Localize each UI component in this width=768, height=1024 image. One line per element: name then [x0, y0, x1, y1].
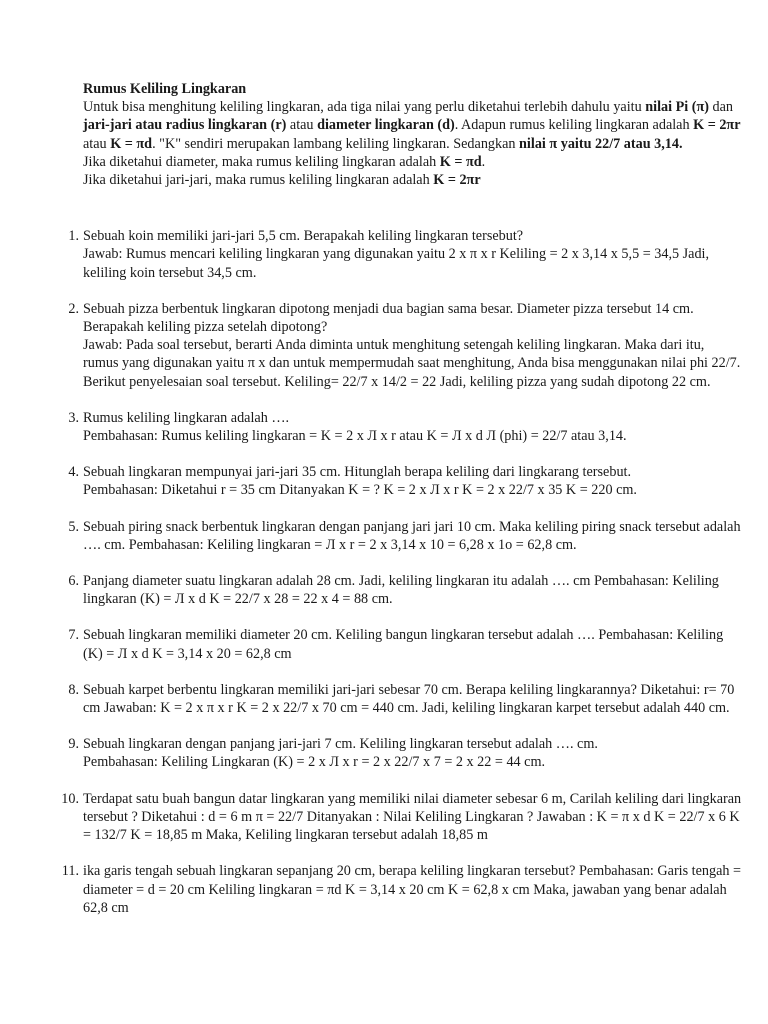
question-item	[68, 681, 743, 717]
intro-text: dan	[708, 99, 734, 116]
intro-bold-pi: nilai Pi (π)	[645, 99, 709, 116]
question-item	[61, 862, 743, 917]
question-text: Sebuah piring snack berbentuk lingkaran dengan panjang jari jari 10 cm. Maka keliling piring snack tersebut adalah …. cm. Pembahasan: Keliling lingkaran = Л x r = 2 x 3,14 x 10 = 6,28 x 1o = 62,8 cm.	[83, 518, 741, 553]
question-item	[68, 409, 743, 445]
question-text: Jawab: Rumus mencari keliling lingkaran yang digunakan yaitu 2 x π x r Keliling = 2 x 3,14 x 5,5 = 34,5 Jadi, keliling koin tersebut 34,5 cm.	[83, 246, 710, 281]
intro-bold-diameter: diameter lingkaran (d)	[317, 117, 455, 134]
question-text: Terdapat satu buah bangun datar lingkaran yang memiliki nilai diameter sebesar 6 m, Carilah keliling dari lingkaran tersebut ? Diketahui : d = 6 m π = 22/7 Ditanyakan : Nilai Keliling Lingkaran ? Jawaban : K = π x d K = 22/7 x 6 K = 132/7 K = 18,85 m Maka, Keliling lingkaran tersebut adalah 18,85 m	[83, 790, 742, 844]
question-number: 6.	[68, 573, 79, 590]
intro-text: Jika diketahui diameter, maka rumus keliling lingkaran adalah	[83, 153, 440, 170]
question-item	[68, 735, 743, 771]
intro-bold-pi-value: nilai π yaitu 22/7 atau 3,14.	[519, 135, 683, 152]
document-page	[61, 80, 743, 935]
question-text: Sebuah pizza berbentuk lingkaran dipotong menjadi dua bagian sama besar. Diameter pizza tersebut 14 cm. Berapakah keliling pizza setelah dipotong?	[83, 300, 694, 336]
question-number: 3.	[68, 409, 79, 426]
intro-bold-formula-r2: K = 2πr	[433, 172, 481, 189]
question-text: Panjang diameter suatu lingkaran adalah 28 cm. Jadi, keliling lingkaran itu adalah …. cm Pembahasan: Keliling lingkaran (K) = Л x d K = 22/7 x 28 = 22 x 4 = 88 cm.	[83, 573, 719, 608]
question-item	[68, 463, 743, 499]
question-item	[61, 790, 743, 845]
question-item	[68, 572, 743, 608]
document-title: Rumus Keliling Lingkaran	[83, 81, 247, 97]
intro-text: . Adapun rumus keliling lingkaran adalah	[454, 117, 694, 134]
question-number: 7.	[68, 627, 79, 644]
intro-text: . "K" sendiri merupakan lambang keliling lingkaran. Sedangkan	[152, 135, 520, 152]
question-number: 9.	[68, 736, 79, 753]
question-text: Sebuah koin memiliki jari-jari 5,5 cm. Berapakah keliling lingkaran tersebut?	[83, 228, 524, 245]
question-text: ika garis tengah sebuah lingkaran sepanjang 20 cm, berapa keliling lingkaran tersebut? Pembahasan: Garis tengah = diameter = d = 20 cm Keliling lingkaran = πd K = 3,14 x 20 cm K = 62,8 x cm Maka, jawaban yang benar adalah 62,8 cm	[83, 863, 742, 916]
question-number: 10.	[61, 790, 79, 807]
question-text: Sebuah karpet berbentu lingkaran memiliki jari-jari sebesar 70 cm. Berapa keliling lingkarannya? Diketahui: r= 70 cm Jawaban: K = 2 x π x r K = 2 x 22/7 x 70 cm = 440 cm. Jadi, keliling lingkaran karpet tersebut adalah 440 cm.	[83, 681, 735, 717]
question-item	[68, 227, 743, 282]
question-number: 1.	[68, 228, 79, 245]
question-number: 2.	[68, 300, 79, 317]
question-number: 8.	[68, 681, 79, 698]
question-number: 4.	[68, 464, 79, 481]
intro-radius-line	[83, 171, 743, 189]
question-text: Jawab: Pada soal tersebut, berarti Anda diminta untuk menghitung setengah keliling lingkaran. Maka dari itu, rumus yang digunakan yaitu π x dan untuk mempermudah saat menghitung, Anda bisa menggunakan nilai phi 22/7. Berikut penyelesaian soal tersebut. Keliling= 22/7 x 14/2 = 22 Jadi, keliling pizza yang sudah dipotong 22 cm.	[83, 337, 741, 390]
question-text: Sebuah lingkaran mempunyai jari-jari 35 cm. Hitunglah berapa keliling dari lingkarang tersebut.	[83, 464, 632, 481]
intro-bold-formula-r: K = 2πr	[693, 117, 741, 134]
intro-bold-radius: jari-jari atau radius lingkaran (r)	[83, 117, 287, 134]
intro-section	[83, 80, 743, 189]
question-item	[68, 518, 743, 554]
intro-bold-formula-d2: K = πd	[439, 153, 482, 170]
intro-paragraph	[83, 98, 743, 153]
question-number: 5.	[68, 518, 79, 535]
question-item	[68, 300, 743, 391]
question-text: Sebuah lingkaran memiliki diameter 20 cm. Keliling bangun lingkaran tersebut adalah …. Pembahasan: Keliling (K) = Л x d K = 3,14 x 20 = 62,8 cm	[83, 627, 724, 662]
intro-text: Jika diketahui jari-jari, maka rumus keliling lingkaran adalah	[83, 172, 434, 189]
intro-text: Untuk bisa menghitung keliling lingkaran, ada tiga nilai yang perlu diketahui terlebih dahulu yaitu	[83, 99, 646, 116]
intro-diameter-line	[83, 153, 743, 171]
intro-text: atau	[83, 135, 111, 152]
question-text: Sebuah lingkaran dengan panjang jari-jari 7 cm. Keliling lingkaran tersebut adalah …. cm.	[83, 736, 598, 753]
question-text: Pembahasan: Diketahui r = 35 cm Ditanyakan K = ? K = 2 x Л x r K = 2 x 22/7 x 35 K = 220 cm.	[83, 482, 637, 499]
question-text: Rumus keliling lingkaran adalah ….	[83, 409, 290, 426]
question-number: 11.	[61, 863, 79, 880]
intro-text: atau	[286, 117, 318, 134]
question-text: Pembahasan: Rumus keliling lingkaran = K = 2 x Л x r atau K = Л x d Л (phi) = 22/7 atau 3,14.	[83, 428, 627, 445]
intro-bold-formula-d: K = πd	[110, 135, 153, 152]
question-text: Pembahasan: Keliling Lingkaran (K) = 2 x Л x r = 2 x 22/7 x 7 = 2 x 22 = 44 cm.	[83, 754, 546, 771]
questions-list	[61, 227, 743, 917]
question-item	[68, 626, 743, 662]
intro-text: .	[481, 153, 486, 170]
